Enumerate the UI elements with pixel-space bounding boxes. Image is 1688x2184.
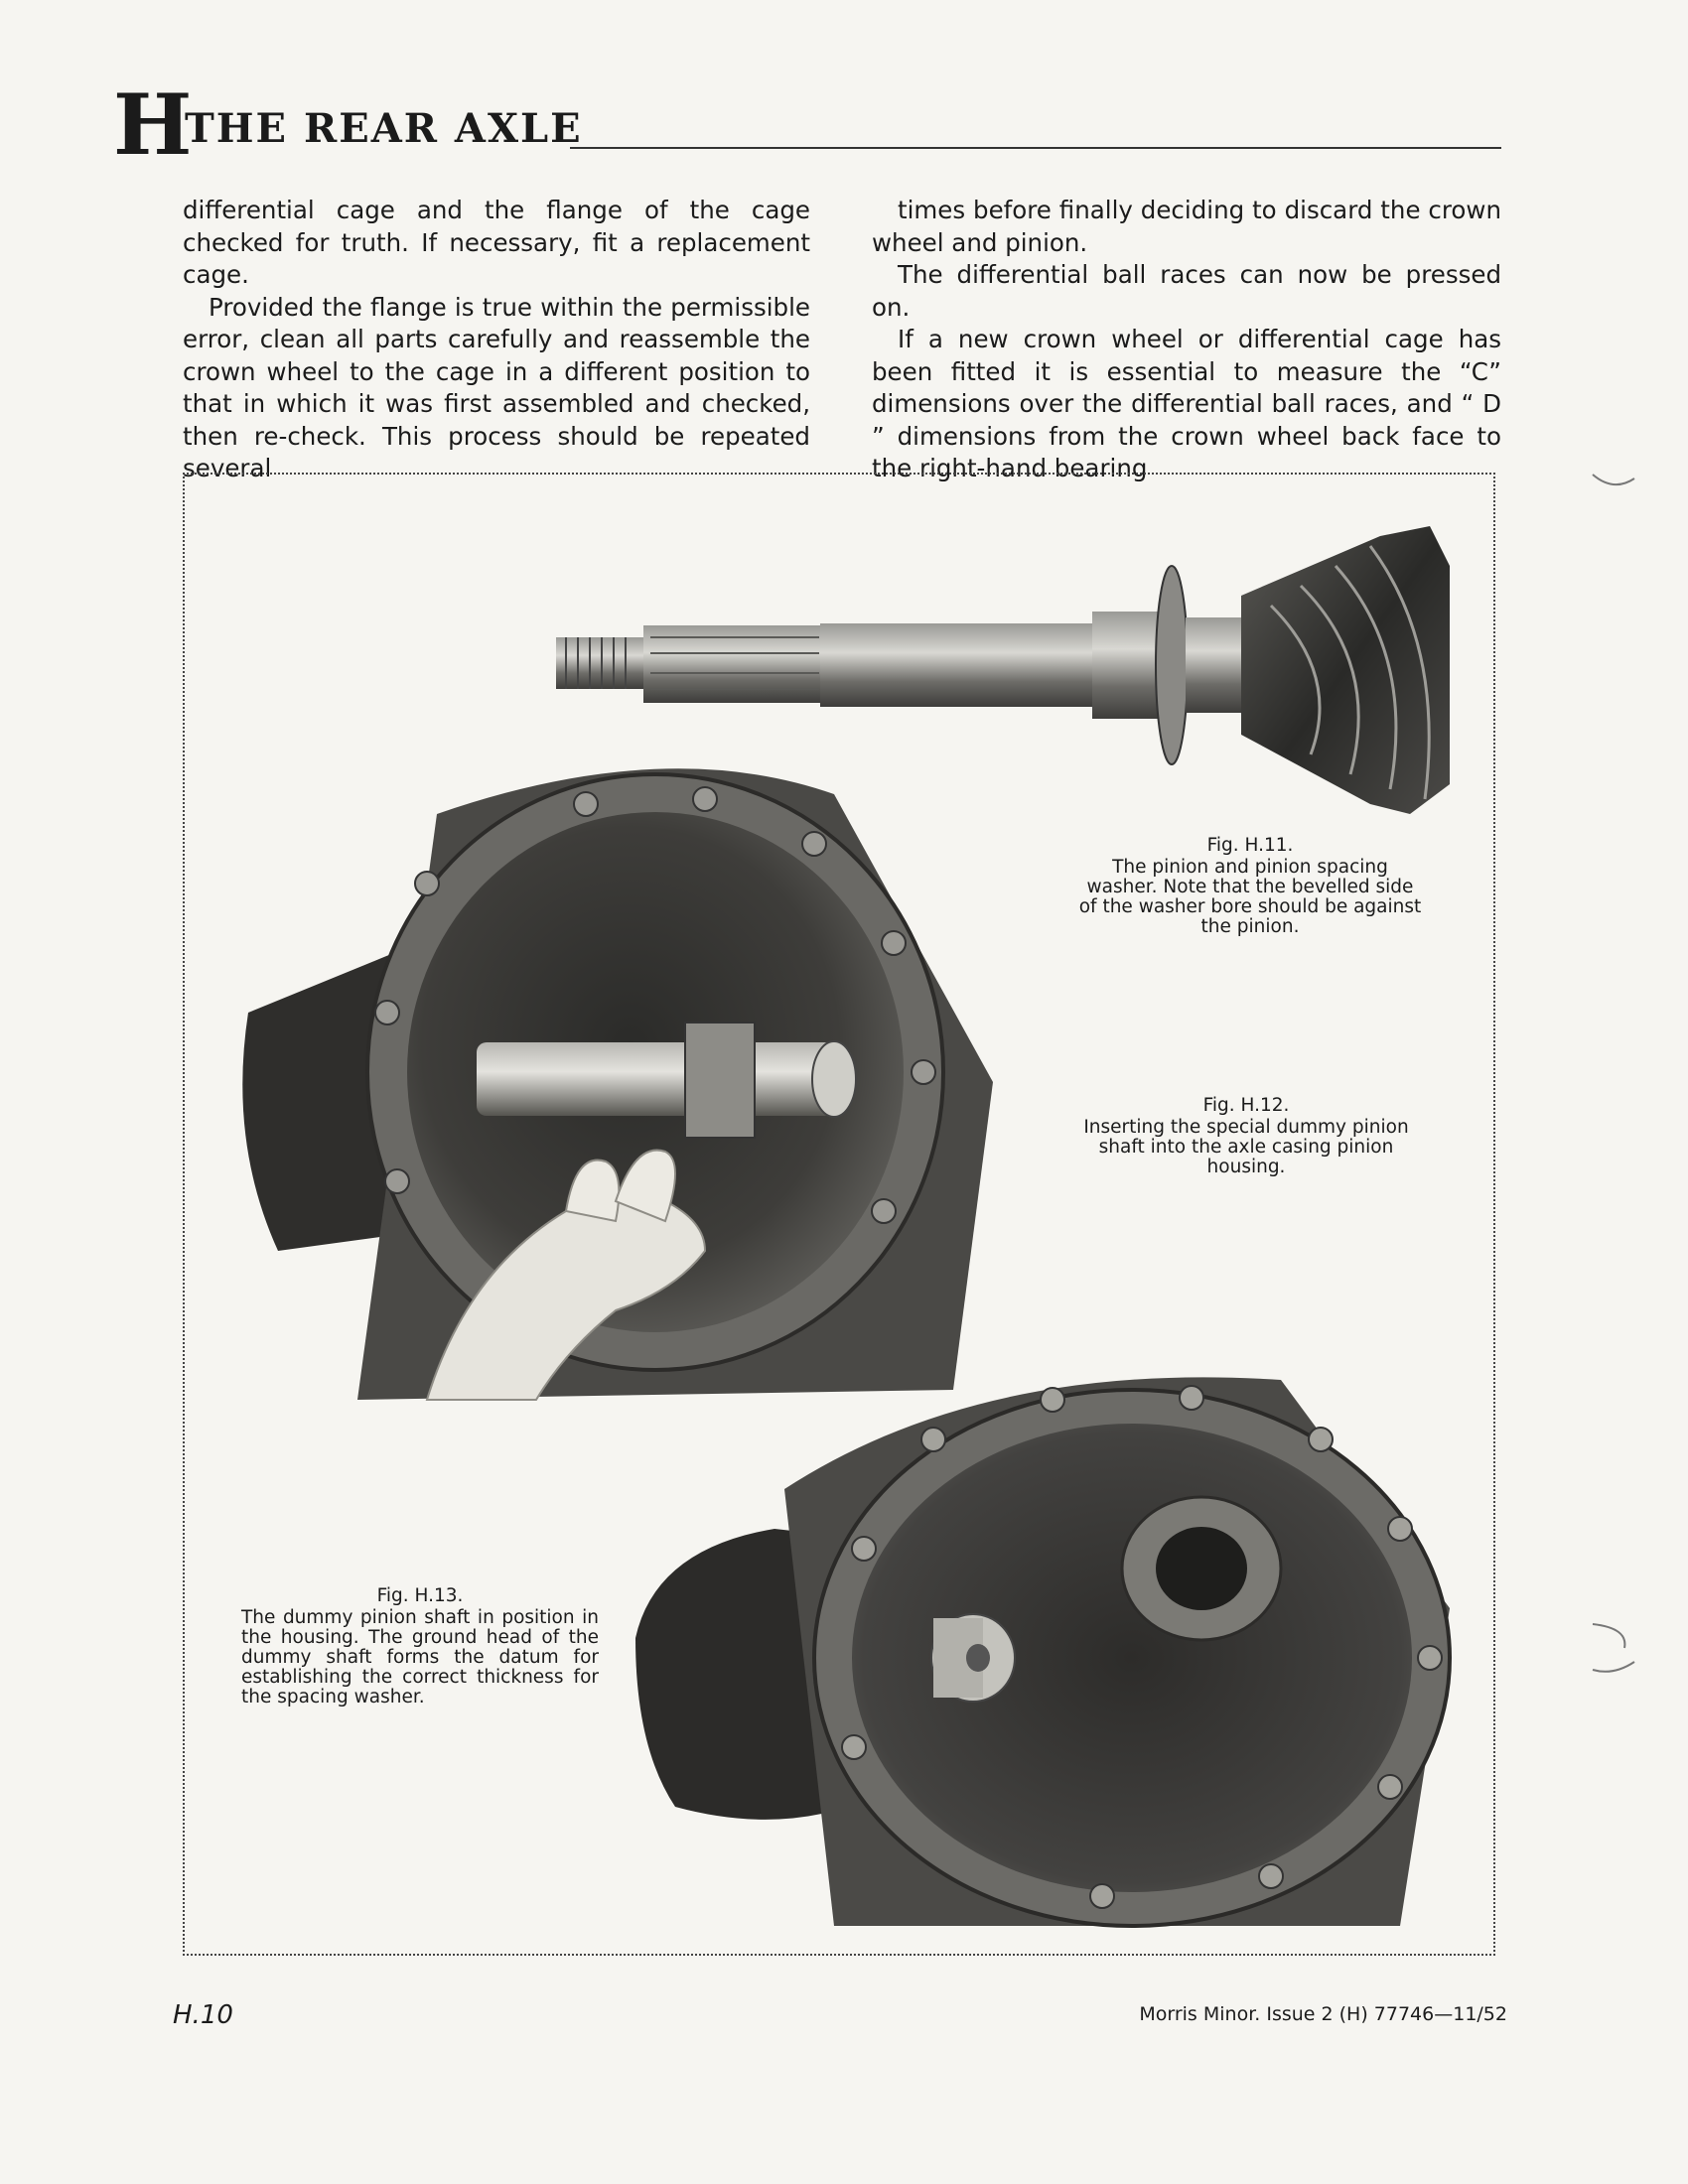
figure-description: The pinion and pinion spacing washer. Note that the bevelled side of the washer bore should be against the pinion. <box>1078 857 1422 937</box>
page-title: THE REAR AXLE <box>185 105 583 152</box>
header-rule <box>570 147 1501 149</box>
axle-housing-hand-photo <box>238 754 1053 1410</box>
figure-description: The dummy pinion shaft in position in the housing. The ground head of the dummy shaft forms the datum for establishing the correct thickness for the spacing washer. <box>241 1607 599 1707</box>
paragraph: Provided the flange is true within the permissible error, clean all parts carefully and reassemble the crown wheel to the cage in a different position to that in which it was first assembled and checked, then re-check. This process should be repeated several <box>183 292 810 482</box>
left-column <box>183 195 810 485</box>
figure-caption-h11 <box>1075 836 1425 937</box>
publication-info: Morris Minor. Issue 2 (H) 77746—11/52 <box>1139 2003 1507 2025</box>
figure-caption-h13 <box>241 1586 599 1707</box>
housing-shaft-in-position-photo <box>635 1370 1470 1946</box>
punch-mark-icon <box>1589 1618 1638 1678</box>
figure-title: Fig. H.13. <box>376 1585 464 1606</box>
paragraph: If a new crown wheel or differential cage has been fitted it is essential to measure the “C” dimensions over the differential ball races, and “ D ” dimensions from the crown wheel back face to the right-hand bearing <box>872 325 1501 482</box>
paragraph: The differential ball races can now be pressed on. <box>872 260 1501 322</box>
punch-mark-icon <box>1589 467 1638 496</box>
figure-caption-h12 <box>1067 1096 1425 1177</box>
right-column <box>872 195 1501 485</box>
section-letter: H <box>113 75 191 174</box>
figure-title: Fig. H.12. <box>1202 1095 1290 1116</box>
paragraph: times before finally deciding to discard the crown wheel and pinion. <box>872 196 1501 257</box>
figure-description: Inserting the special dummy pinion shaft into the axle casing pinion housing. <box>1083 1117 1409 1177</box>
page-number: H.10 <box>173 2000 233 2030</box>
paragraph: differential cage and the flange of the cage checked for truth. If necessary, fit a replacement cage. <box>183 196 810 289</box>
figure-title: Fig. H.11. <box>1206 835 1294 856</box>
